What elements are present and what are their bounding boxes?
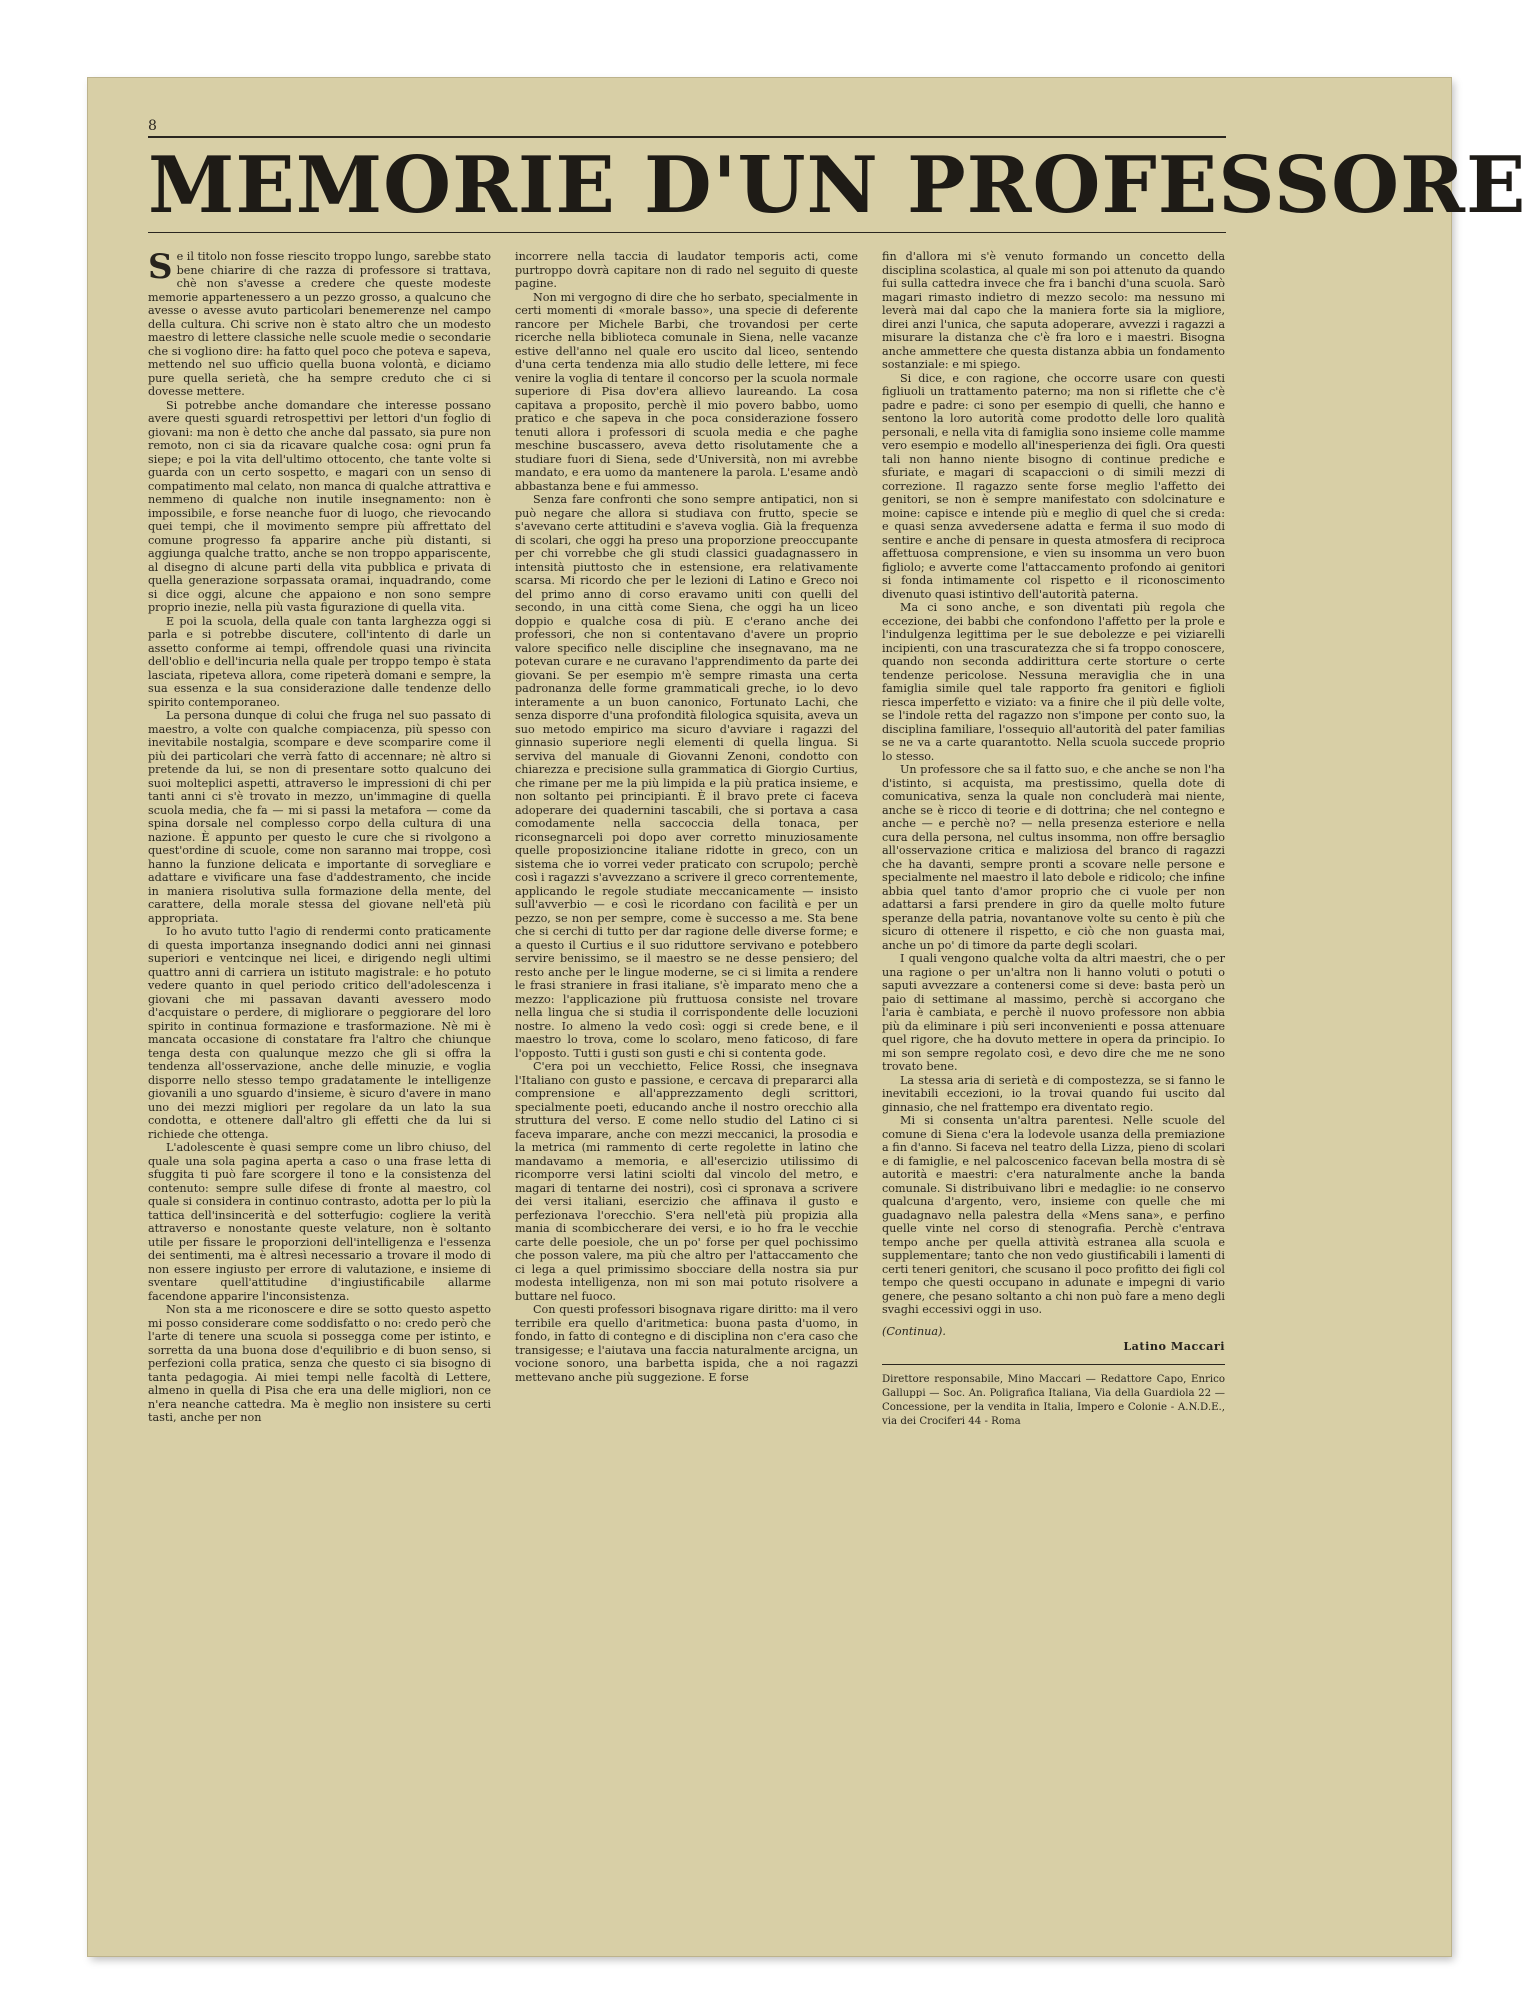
paragraph: C'era poi un vecchietto, Felice Rossi, che insegnava l'Italiano con gusto e passione, e cercava di prepararci alla comprensione e all'apprezzamento degli scrittori, specialmente poeti, educando anche il nostro orecchio alla struttura del verso. E come nello studio del Latino ci si faceva imparare, anche con mezzi meccanici, la prosodia e la metrica (mi rammento di certe regolette in latino che mandavamo a memoria, e all'esercizio utilissimo di ricomporre versi latini sciolti dal vincolo del metro, e magari di tentarne dei nostri), così ci spronava a scrivere dei versi italiani, esercizio che affinava il gusto e perfezionava l'orecchio. S'era nell'età più propizia alla mania di scombiccherare dei versi, e io ho fra le vecchie carte delle poesiole, che un po' forse per quel pochissimo che posson valere, ma più che altro per l'attaccamento che ci lega a quel primissimo sbocciare della nostra sia pur modesta intelligenza, non mi son mai potuto risolvere a buttare nel fuoco. — [515, 1060, 858, 1303]
header-rule — [148, 136, 1226, 138]
paragraph-text: e il titolo non fosse riescito troppo lungo, sarebbe stato bene chiarire di che razza di professore si trattava, chè non s'avesse a credere che queste modeste memorie appartenessero a un pezzo grosso, a qualcuno che avesse o avesse avuto particolari benemerenze nel campo della cultura. Chi scrive non è stato altro che un modesto maestro di lettere classiche nelle scuole medie o secondarie che si vogliono dire: ha fatto quel poco che poteva e sapeva, mettendo nel suo ufficio quella buona volontà, e diciamo pure quella serietà, che ha sempre creduto che ci si dovesse mettere. — [148, 250, 491, 398]
paragraph: Non sta a me riconoscere e dire se sotto questo aspetto mi posso considerare come soddisfatto o no: credo però che l'arte di tenere una scuola si possegga come per istinto, e sorretta da una buona dose d'equilibrio e di buon senso, si perfezioni colla pratica, senza che questo ci sia bisogno di tanta pedagogia. Ai miei tempi nelle facoltà di Lettere, almeno in quella di Pisa che era una delle migliori, non ce n'era neanche cattedra. Ma è meglio non insistere su certi tasti, anche per non — [148, 1303, 491, 1424]
column-2 — [515, 250, 858, 1760]
paragraph: Io ho avuto tutto l'agio di rendermi conto praticamente di questa importanza insegnando dodici anni nei ginnasi superiori e ventcinque nei licei, e dirigendo negli ultimi quattro anni di carriera un istituto magistrale: e ho potuto vedere quanto in quel periodo critico dell'adolescenza i giovani che mi passavan davanti avessero modo d'acquistare o perdere, di migliorare o peggiorare del loro spirito in continua formazione e trasformazione. Nè mi è mancata occasione di constatare fra l'altro che chiunque tenga desta con qualunque mezzo che gli si offra la tendenza all'osservazione, anche delle minuzie, e voglia disporre nello stesso tempo gradatamente le intelligenze giovanili a uno sguardo d'insieme, è sicuro d'avere in mano uno dei mezzi migliori per regolare da un lato la sua condotta, e ottenere dall'altro gli effetti che da lui si richiede che ottenga. — [148, 925, 491, 1141]
author-signature: Latino Maccari — [1123, 1339, 1225, 1353]
paragraph: Si dice, e con ragione, che occorre usare con questi figliuoli un trattamento paterno; ma non si riflette che c'è padre e padre: ci sono per esempio di quelli, che hanno e sentono la loro autorità come prodotto delle loro qualità personali, e nella vita di famiglia sono insieme colle mamme vero esempio e modello all'inesperienza dei figli. Ora questi tali non hanno niente bisogno di continue prediche e sfuriate, e magari di scapaccioni o di simili mezzi di correzione. Il ragazzo sente forse meglio l'affetto dei genitori, se non è sempre manifestato con sdolcinature e moine: capisce e intende più e meglio di quel che si creda: e quasi senza avvedersene adatta e ferma il suo modo di sentire e anche di pensare in questa atmosfera di reciproca affettuosa comprensione, e vien su insomma un vero buon figliolo; e avverte come l'attaccamento profondo ai genitori si fonda intimamente col rispetto e il riconoscimento divenuto quasi istintivo dell'autorità paterna. — [882, 371, 1225, 601]
column-1 — [148, 250, 491, 1760]
paragraph: E poi la scuola, della quale con tanta larghezza oggi si parla e si potrebbe discutere, coll'intento di darle un assetto conforme ai tempi, offrendole quasi una rivincita dell'oblio e dell'incuria nella quale per troppo tempo è stata lasciata, ripeteva allora, come ripeterà domani e sempre, la sua essenza e la sua considerazione dalle tendenze dello spirito contemporaneo. — [148, 614, 491, 709]
paragraph: Si potrebbe anche domandare che interesse possano avere questi sguardi retrospettivi per lettori d'un foglio di giovani: ma non è detto che anche dal passato, sia pure non remoto, non ci sia da ricavare qualche cosa: ogni prun fa siepe; e poi la vita dell'ultimo ottocento, che tante volte si guarda con un certo sospetto, e magari con un senso di compatimento mal celato, non manca di qualche attrattiva e nemmeno di qualche non inutile insegnamento: non è impossibile, e forse neanche fuor di luogo, che rievocando quei tempi, che il movimento sempre più affrettato del comune progresso fa apparire anche più distanti, si aggiunga qualche tratto, anche se non troppo appariscente, al disegno di alcune parti della vita pubblica e privata di quella generazione sorpassata oramai, inquadrando, come si dice oggi, alcune che appaiono e non sono sempre proprio inezie, nella più vasta figurazione di quella vita. — [148, 398, 491, 614]
article-headline: MEMORIE D'UN PROFESSORE — [148, 140, 1527, 231]
imprint-rule — [882, 1364, 1225, 1365]
column-3 — [882, 250, 1225, 1760]
paragraph: Ma ci sono anche, e son diventati più regola che eccezione, dei babbi che confondono l'affetto per la prole e l'indulgenza legittima per le sue debolezze e pei viziarelli incipienti, con una trascuratezza che si fa troppo conoscere, quando non seconda addirittura certe storture o certe tendenze pericolose. Nessuna meraviglia che in una famiglia simile quel tale rapporto fra genitori e figlioli riesca imperfetto e viziato: va a finire che il più delle volte, se l'indole retta del ragazzo non s'impone per conto suo, la disciplina familiare, l'ossequio all'autorità del pater familias se ne va a carte quarantotto. Nella scuola succede proprio lo stesso. — [882, 601, 1225, 763]
page-number: 8 — [148, 118, 157, 134]
continued-note: (Continua). — [882, 1324, 946, 1338]
paragraph: La stessa aria di serietà e di compostezza, se si fanno le inevitabili eccezioni, io la trovai quando fui uscito dal ginnasio, che nel frattempo era diventato regio. — [882, 1073, 1225, 1114]
paragraph: fin d'allora mi s'è venuto formando un concetto della disciplina scolastica, al quale mi son poi attenuto da quando fui sulla cattedra invece che fra i banchi d'una scuola. Sarò magari rimasto indietro di mezzo secolo: ma nessuno mi leverà mai dal capo che la maniera forte sia la migliore, direi anzi l'unica, che saputa adoperare, avvezzi i ragazzi a misurare la distanza che c'è fra loro e i maestri. Bisogna anche ammettere che questa distanza abbia un fondamento sostanziale: e mi spiego. — [882, 250, 1225, 371]
headline-rule — [148, 232, 1226, 233]
paragraph: Senza fare confronti che sono sempre antipatici, non si può negare che allora si studiava con frutto, specie se s'avevano certe attitudini e s'aveva voglia. Già la frequenza di scolari, che oggi ha preso una proporzione preoccupante per chi vorrebbe che gli studi classici guadagnassero in intensità piuttosto che in estensione, era relativamente scarsa. Mi ricordo che per le lezioni di Latino e Greco noi del primo anno di corso eravamo uniti con quelli del secondo, in una città come Siena, che oggi ha un liceo doppio e qualche cosa di più. E c'erano anche dei professori, che non si contentavano d'avere un proprio valore specifico nelle discipline che insegnavano, ma ne potevan curare e ne curavano l'apprendimento da parte dei giovani. Se per esempio m'è sempre rimasta una certa padronanza delle forme grammaticali greche, io lo devo interamente a un buon canonico, Fortunato Lachi, che senza disporre d'una profondità filologica squisita, aveva un suo metodo empirico ma sicuro d'avviare i ragazzi del ginnasio superiore negli elementi di quella lingua. Si serviva del manuale di Giovanni Zenoni, condotto con chiarezza e precisione sulla grammatica di Giorgio Curtius, che rimane per me la più limpida e la più pratica insieme, e non soltanto pei principianti. È il bravo prete ci faceva adoperare dei quadernini tascabili, che si portava a casa comodamente nella saccoccia della tonaca, per riconsegnarceli poi dopo aver corretto minuziosamente quelle proposizioncine italiane ridotte in greco, con un sistema che io vorrei veder praticato con scrupolo; perchè così i ragazzi s'avvezzano a scrivere il greco correntemente, applicando le regole studiate meccanicamente — insisto sull'avverbio — e così le ricordano con facilità e per un pezzo, se non per sempre, come è successo a me. Sta bene che si cerchi di tutto per dar ragione delle diverse forme; e a questo il Curtius e il suo riduttore servivano e potebbero servire benissimo, se il maestro se ne desse pensiero; del resto anche per le lingue moderne, se ci si limita a rendere le frasi straniere in frasi italiane, s'è imparato meno che a mezzo: l'applicazione più fruttuosa consiste nel trovare nella lingua che si studia il corrispondente delle locuzioni nostre. Io almeno la vedo così: oggi si crede bene, e il maestro lo trova, come lo scolaro, meno faticoso, di fare l'opposto. Tutti i gusti son gusti e chi si contenta gode. — [515, 493, 858, 1060]
paragraph: Un professore che sa il fatto suo, e che anche se non l'ha d'istinto, si acquista, ma prestissimo, quella dote di comunicativa, senza la quale non concluderà mai niente, anche se è ricco di teorie e di dottrina; che nel contegno e anche — e perchè no? — nella presenza esteriore e nella cura della persona, nel cultus insomma, non offre bersaglio all'osservazione critica e maliziosa del branco di ragazzi che ha davanti, sempre pronti a scovare nelle persone e specialmente nel maestro il lato debole e ridicolo; che infine abbia quel tanto d'amor proprio che ci vuole per non adattarsi a farsi prendere in giro da quelle molto future speranze della patria, novantanove volte su cento è più che sicuro di ottenere il rispetto, e ciò che non guasta mai, anche un po' di timore da parte degli scolari. — [882, 763, 1225, 952]
paragraph: La persona dunque di colui che fruga nel suo passato di maestro, a volte con qualche compiacenza, più spesso con inevitabile nostalgia, scompare e deve scomparire come il più dei particolari che verrà fatto di accennare; nè altro si pretende da lui, se non di presentare sotto qualcuno dei suoi molteplici aspetti, attraverso le impressioni di chi per tanti anni ci s'è trovato in mezzo, un'immagine di quella scuola media, che fa — mi si passi la metafora — come da spina dorsale nel complesso corpo della cultura di una nazione. È appunto per questo le cure che si rivolgono a quest'ordine di scuole, come non saranno mai troppe, così hanno la funzione delicata e importante di sorvegliare e adattare e vivificare una fase d'addestramento, che incide in maniera risolutiva sulla formazione della mente, del carattere, della morale stessa del giovane nell'età più appropriata. — [148, 709, 491, 925]
paragraph: I quali vengono qualche volta da altri maestri, che o per una ragione o per un'altra non li hanno voluti o potuti o saputi avvezzare a contenersi come si deve: basta però un paio di settimane al massimo, perchè si accorgano che l'aria è cambiata, e perchè il nuovo professore non abbia più da eliminare i più seri inconvenienti e possa attenuare quel rigore, che ha dovuto mettere in opera da principio. Io mi son sempre regolato così, e devo dire che me ne sono trovato bene. — [882, 952, 1225, 1073]
paragraph: Mi si consenta un'altra parentesi. Nelle scuole del comune di Siena c'era la lodevole usanza della premiazione a fin d'anno. Si faceva nel teatro della Lizza, pieno di scolari e di famiglie, e nel palcoscenico facevan bella mostra di sè autorità e maestri: c'era naturalmente anche la banda comunale. Si distribuivano libri e medaglie: io ne conservo qualcuna d'argento, vero, insieme con quelle che mi guadagnavo nella palestra della «Mens sana», e perfino quelle vinte nel corso di stenografia. Perchè c'entrava tempo anche per quella attività estranea alla scuola e supplementare; tanto che non vedo giustificabili i lamenti di certi teneri genitori, che scusano il poco profitto dei figli col tempo che questi occupano in adunate e impegni di vario genere, che pesano soltanto a chi non può fare a meno degli svaghi eccessivi oggi in uso. — [882, 1114, 1225, 1316]
paragraph: incorrere nella taccia di laudator temporis acti, come purtroppo dovrà capitare non di rado nel seguito di queste pagine. — [515, 250, 858, 290]
imprint-text: Direttore responsabile, Mino Maccari — Redattore Capo, Enrico Galluppi — Soc. An. Poligrafica Italiana, Via della Guardiola 22 — Concessione, per la vendita in Italia, Impero e Colonie - A.N.D.E., via dei Crociferi 44 - Roma — [882, 1373, 1225, 1427]
paragraph: L'adolescente è quasi sempre come un libro chiuso, del quale una sola pagina aperta a caso o una frase letta di sfuggita ti può fare scorgere il tono e la consistenza del contenuto: sempre sulle difese di fronte al maestro, col quale si considera in continuo contrasto, adotta per lo più la tattica dell'insincerità e del sotterfugio: cogliere la verità attraverso e nonostante queste velature, non è soltanto utile per fissare le proporzioni dell'intelligenza e l'essenza dei sentimenti, ma è altresì necessario a trovare il modo di non essere ingiusto per errore di valutazione, e insieme di sventare quell'attitudine d'ingiustificabile allarme facendone apparire l'inconsistenza. — [148, 1141, 491, 1303]
drop-cap: S — [148, 250, 173, 287]
paragraph — [148, 250, 491, 399]
paragraph: Non mi vergogno di dire che ho serbato, specialmente in certi momenti di «morale basso», una specie di deferente rancore per Michele Barbi, che trovandosi per certe ricerche nella biblioteca comunale in Siena, nelle vacanze estive dell'anno nel quale ero uscito dal liceo, sentendo d'una certa tendenza mia allo studio delle lettere, mi fece venire la voglia di tentare il concorso per la scuola normale superiore di Pisa dov'era allievo laureando. La cosa capitava a proposito, perchè il mio povero babbo, uomo pratico e che sapeva in che poca considerazione fossero tenuti allora i professori di scuola media e che paghe meschine buscassero, aveva detto risolutamente che a studiare fuori di Siena, sede d'Università, non mi avrebbe mandato, e era uomo da mantenere la parola. L'esame andò abbastanza bene e fui ammesso. — [515, 290, 858, 493]
article-columns — [148, 250, 1226, 1760]
paragraph: Con questi professori bisognava rigare diritto: ma il vero terribile era quello d'aritmetica: buona pasta d'uomo, in fondo, in fatto di contegno e di disciplina non c'era caso che transigesse; e l'aiutava una faccia naturalmente arcigna, un vocione sonoro, una barbetta ispida, che a noi ragazzi mettevano anche più suggezione. E forse — [515, 1303, 858, 1384]
